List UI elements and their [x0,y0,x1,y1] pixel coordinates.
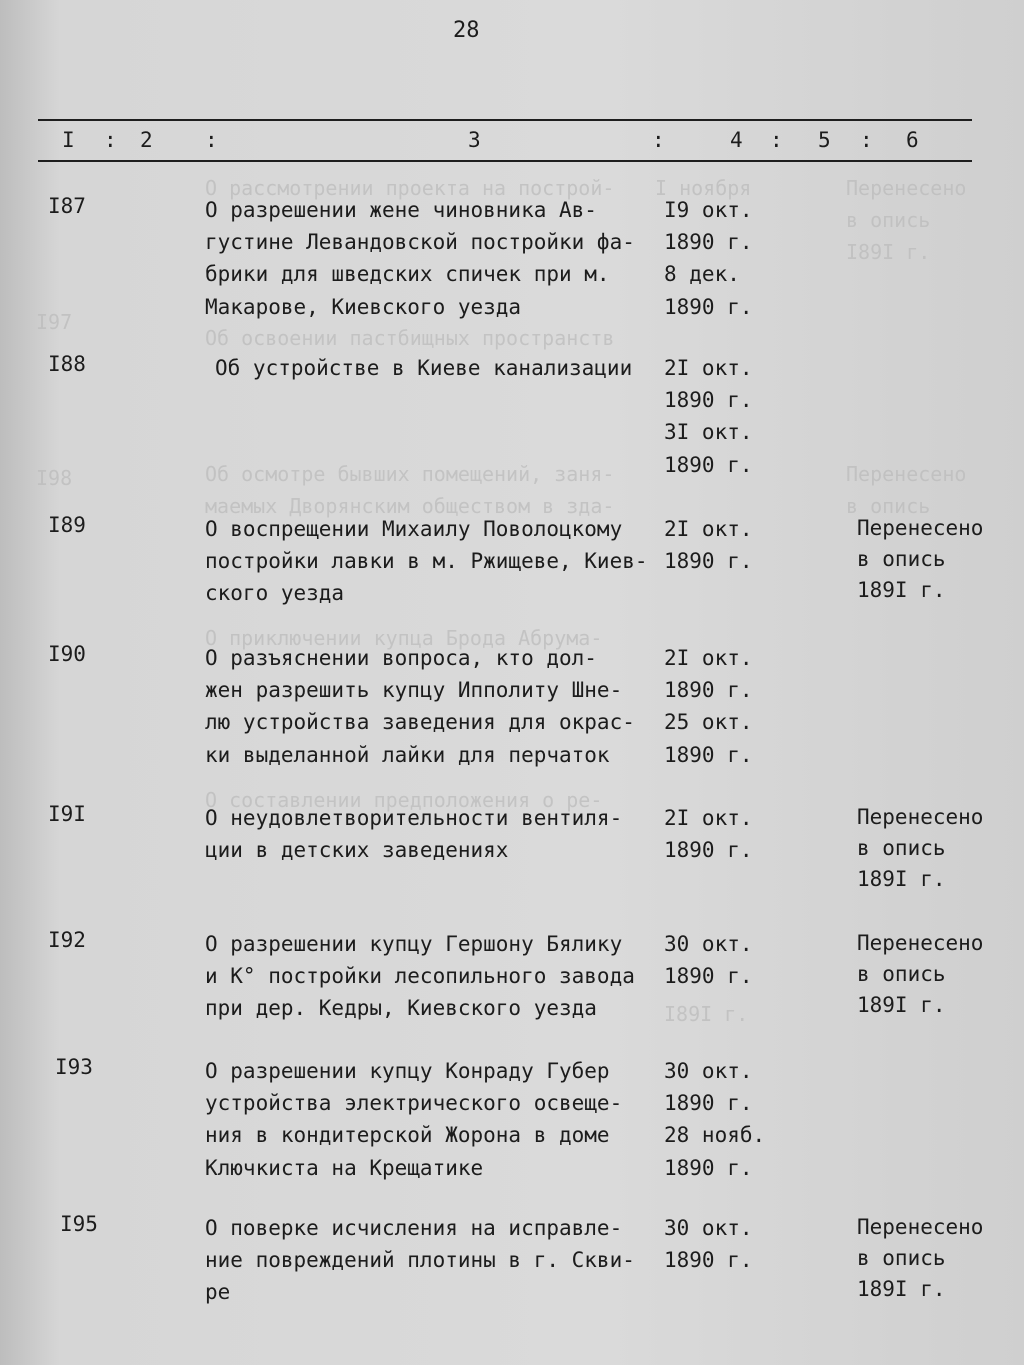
row-subject: О разрешении купцу Конраду Губер устройства электрического освеще- ния в кондитерской Жорона в доме Ключкиста на Крещатике [205,1059,623,1180]
column-separator: : [205,128,218,152]
row-number: I9I [48,802,86,826]
column-header-3: 3 [468,128,481,152]
row-number: I87 [48,194,86,218]
row-dates: 30 окт. 1890 г. [664,1216,753,1273]
column-separator: : [652,128,665,152]
column-separator: : [104,128,117,152]
row-number: I95 [60,1212,98,1236]
row-number: I89 [48,513,86,537]
header-bottom-rule [38,160,972,162]
bleed-through-text: I97 [36,310,73,334]
bleed-through-text: I ноября [655,176,752,200]
row-subject: О поверке исчисления на исправле- ние повреждений плотины в г. Скви- ре [205,1216,635,1305]
row-number: I93 [55,1055,93,1079]
row-note: Перенесено в опись 189I г. [857,516,984,602]
header-top-rule [38,119,972,121]
row-number: I92 [48,928,86,952]
row-number: I90 [48,642,86,666]
row-subject: О разрешении купцу Гершону Бялику и К° постройки лесопильного завода при дер. Кедры, Киевского уезда [205,932,635,1021]
row-dates: 2I окт. 1890 г. [664,806,753,863]
bleed-through-text: Об освоении пастбищных пространств [205,326,615,350]
row-subject: О неудовлетворительности вентиля- ции в детских заведениях [205,806,623,863]
row-note: Перенесено в опись 189I г. [857,931,984,1017]
bleed-through-text: I89I г. [664,1002,749,1026]
bleed-through-text: I98 [36,466,73,490]
row-subject: Об устройстве в Киеве канализации [215,356,633,380]
column-header-4: 4 [730,128,743,152]
row-number: I88 [48,352,86,376]
column-header-1: I [62,128,75,152]
row-note: Перенесено в опись 189I г. [857,1215,984,1301]
column-header-2: 2 [140,128,153,152]
row-subject: О разъяснении вопроса, кто дол- жен разрешить купцу Ипполиту Шне- лю устройства заведения для окрас- ки выделанной лайки для перчаток [205,646,635,767]
bleed-through-text: Об осмотре бывших помещений, заня- маемых Дворянским обществом в зда- [205,462,615,518]
row-dates: I9 окт. 1890 г. 8 дек. 1890 г. [664,198,753,319]
row-dates: 30 окт. 1890 г. 28 нояб. 1890 г. [664,1059,766,1180]
column-separator: : [770,128,783,152]
page-number: 28 [453,18,480,43]
row-subject: О воспрещении Михаилу Поволоцкому постройки лавки в м. Ржищеве, Киев- ского уезда [205,517,648,606]
bleed-through-text: О рассмотрении проекта на построй- [205,176,615,200]
bleed-through-text: Перенесено в опись [846,462,967,518]
column-header-6: 6 [906,128,919,152]
bleed-through-text: О составлении предположения о ре- [205,788,603,812]
row-dates: 2I окт. 1890 г. 25 окт. 1890 г. [664,646,753,767]
column-separator: : [860,128,873,152]
bleed-through-text: Перенесено в опись I89I г. [846,176,967,264]
bleed-through-text: О приключении купца Брода Абрума- [205,626,603,650]
column-header-5: 5 [818,128,831,152]
row-note: Перенесено в опись 189I г. [857,805,984,891]
row-dates: 2I окт. 1890 г. 3I окт. 1890 г. [664,356,753,477]
row-subject: О разрешении жене чиновника Ав- густине Левандовской постройки фа- брики для шведских спичек при м. Макарове, Киевского уезда [205,198,635,319]
row-dates: 30 окт. 1890 г. [664,932,753,989]
row-dates: 2I окт. 1890 г. [664,517,753,574]
